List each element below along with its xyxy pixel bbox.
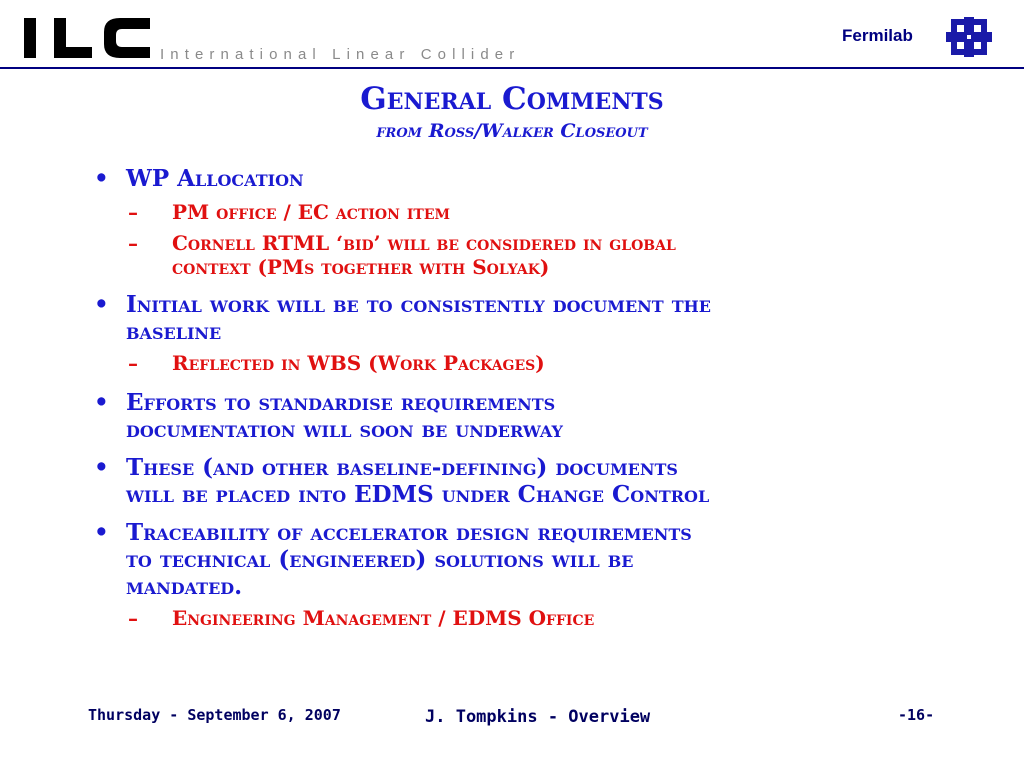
bullet-text: mandated.	[126, 573, 243, 600]
bullet-text: Initial work will be to consistently document the	[126, 291, 711, 318]
bullet-text: baseline	[126, 318, 222, 345]
footer-author: J. Tompkins - Overview	[425, 707, 651, 727]
sub-bullet-item	[128, 606, 892, 630]
bullet-item	[94, 389, 926, 443]
bullet-text: These (and other baseline-defining) documents	[126, 454, 678, 481]
dash-marker: –	[128, 231, 138, 255]
sub-bullet-text: Reflected in WBS (Work Packages)	[172, 351, 545, 375]
slide-title: General Comments	[360, 81, 664, 117]
sub-bullet-item	[128, 231, 892, 279]
bullet-text: WP Allocation	[126, 165, 304, 192]
bullet-text: documentation will soon be underway	[126, 416, 563, 443]
bullet-item	[94, 454, 926, 508]
dash-marker: –	[128, 606, 138, 630]
dash-marker: –	[128, 351, 138, 375]
bullet-marker: •	[94, 454, 109, 481]
bullet-marker: •	[94, 389, 109, 416]
slide-subtitle: from Ross/Walker Closeout	[376, 120, 648, 142]
bullet-item	[94, 291, 926, 345]
bullet-text: to technical (engineered) solutions will be	[126, 546, 634, 573]
bullet-text: Efforts to standardise requirements	[126, 389, 556, 416]
logo-subtitle: International Linear Collider	[160, 46, 521, 63]
bullet-text: Traceability of accelerator design requirements	[126, 519, 692, 546]
bullet-marker: •	[94, 519, 109, 546]
sub-bullet-item	[128, 200, 892, 224]
sub-bullet-item	[128, 351, 892, 375]
bullet-item	[94, 519, 926, 600]
sub-bullet-text: PM office / EC action item	[172, 200, 450, 224]
sub-bullet-text: context (PMs together with Solyak)	[172, 255, 550, 279]
bullet-marker: •	[94, 165, 109, 192]
dash-marker: –	[128, 200, 138, 224]
bullet-item	[94, 165, 926, 192]
bullet-text: will be placed into EDMS under Change Control	[126, 481, 710, 508]
bullet-marker: •	[94, 291, 109, 318]
footer-date: Thursday - September 6, 2007	[88, 706, 341, 724]
sub-bullet-text: Engineering Management / EDMS Office	[172, 606, 595, 630]
sub-bullet-text: Cornell RTML ‘bid’ will be considered in global	[172, 231, 676, 255]
footer-page-number: -16-	[898, 706, 935, 724]
fermilab-label: Fermilab	[842, 26, 913, 45]
